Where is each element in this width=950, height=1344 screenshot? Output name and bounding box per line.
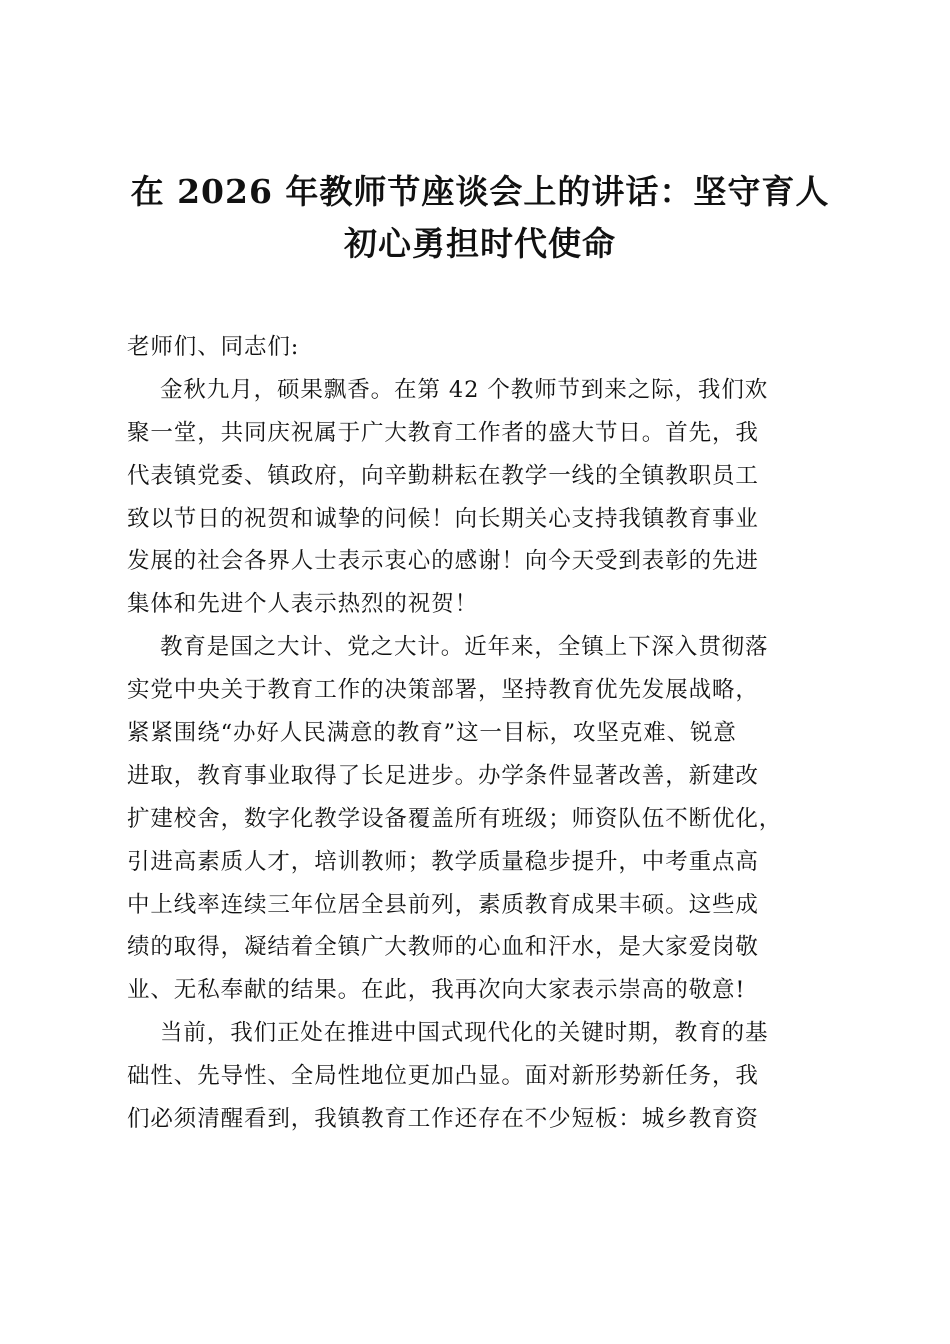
text-line: 集体和先进个人表示热烈的祝贺！ — [127, 591, 479, 618]
title-line: 在 2026 年教师节座谈会上的讲话：坚守育人 — [130, 172, 830, 211]
text-line: 代表镇党委、镇政府，向辛勤耕耘在教学一线的全镇教职员工 — [127, 462, 759, 489]
text-line: 引进高素质人才，培训教师；教学质量稳步提升，中考重点高 — [127, 848, 759, 875]
text-line: 紧紧围绕“办好人民满意的教育”这一目标，攻坚克难、锐意 — [127, 720, 737, 747]
text-line: 扩建校舍，数字化教学设备覆盖所有班级；师资队伍不断优化， — [127, 805, 783, 832]
paragraph-1 — [127, 369, 837, 626]
salutation: 老师们、同志们: — [127, 334, 300, 360]
text-line: 聚一堂，共同庆祝属于广大教育工作者的盛大节日。首先，我 — [127, 419, 759, 446]
document-body — [127, 326, 837, 1141]
text-line: 中上线率连续三年位居全县前列，素质教育成果丰硕。这些成 — [127, 891, 759, 918]
text-line: 金秋九月，硕果飘香。在第 42 个教师节到来之际，我们欢 — [160, 376, 769, 403]
text-line: 教育是国之大计、党之大计。近年来，全镇上下深入贯彻落 — [160, 634, 769, 661]
document-title — [100, 166, 860, 270]
text-line: 绩的取得，凝结着全镇广大教师的心血和汗水，是大家爱岗敬 — [127, 934, 759, 961]
text-line: 致以节日的祝贺和诚挚的问候！向长期关心支持我镇教育事业 — [127, 505, 759, 532]
text-line: 们必须清醒看到，我镇教育工作还存在不少短板：城乡教育资 — [127, 1106, 759, 1133]
paragraph-3 — [127, 1012, 837, 1141]
text-line: 进取，教育事业取得了长足进步。办学条件显著改善，新建改 — [127, 762, 759, 789]
text-line: 实党中央关于教育工作的决策部署，坚持教育优先发展战略， — [127, 677, 759, 704]
text-line: 业、无私奉献的结果。在此，我再次向大家表示崇高的敬意! — [127, 977, 746, 1004]
text-line: 发展的社会各界人士表示衷心的感谢！向今天受到表彰的先进 — [127, 548, 759, 575]
paragraph-2 — [127, 626, 837, 1012]
text-line: 础性、先导性、全局性地位更加凸显。面对新形势新任务，我 — [127, 1063, 759, 1090]
title-line: 初心勇担时代使命 — [344, 224, 616, 263]
text-line: 当前，我们正处在推进中国式现代化的关键时期，教育的基 — [160, 1020, 769, 1047]
